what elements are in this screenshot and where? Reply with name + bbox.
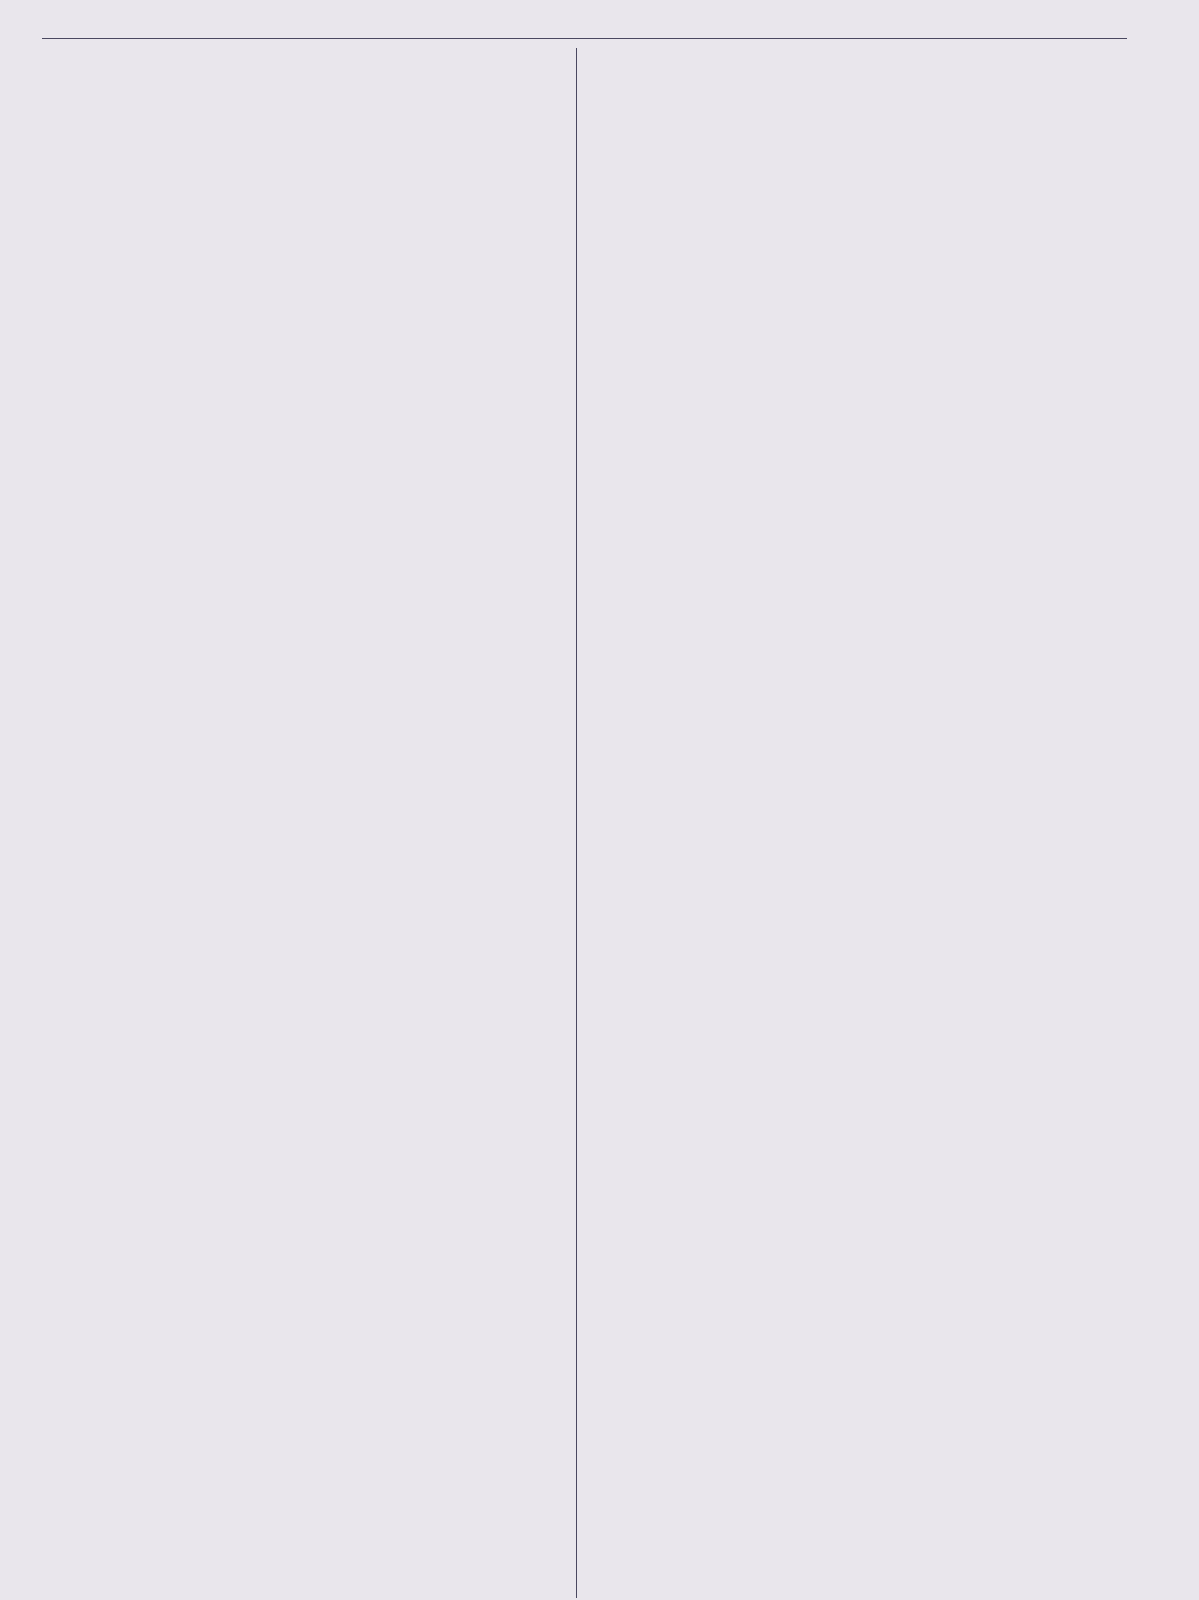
header-rule: [42, 38, 1127, 39]
column-divider: [576, 48, 577, 1598]
